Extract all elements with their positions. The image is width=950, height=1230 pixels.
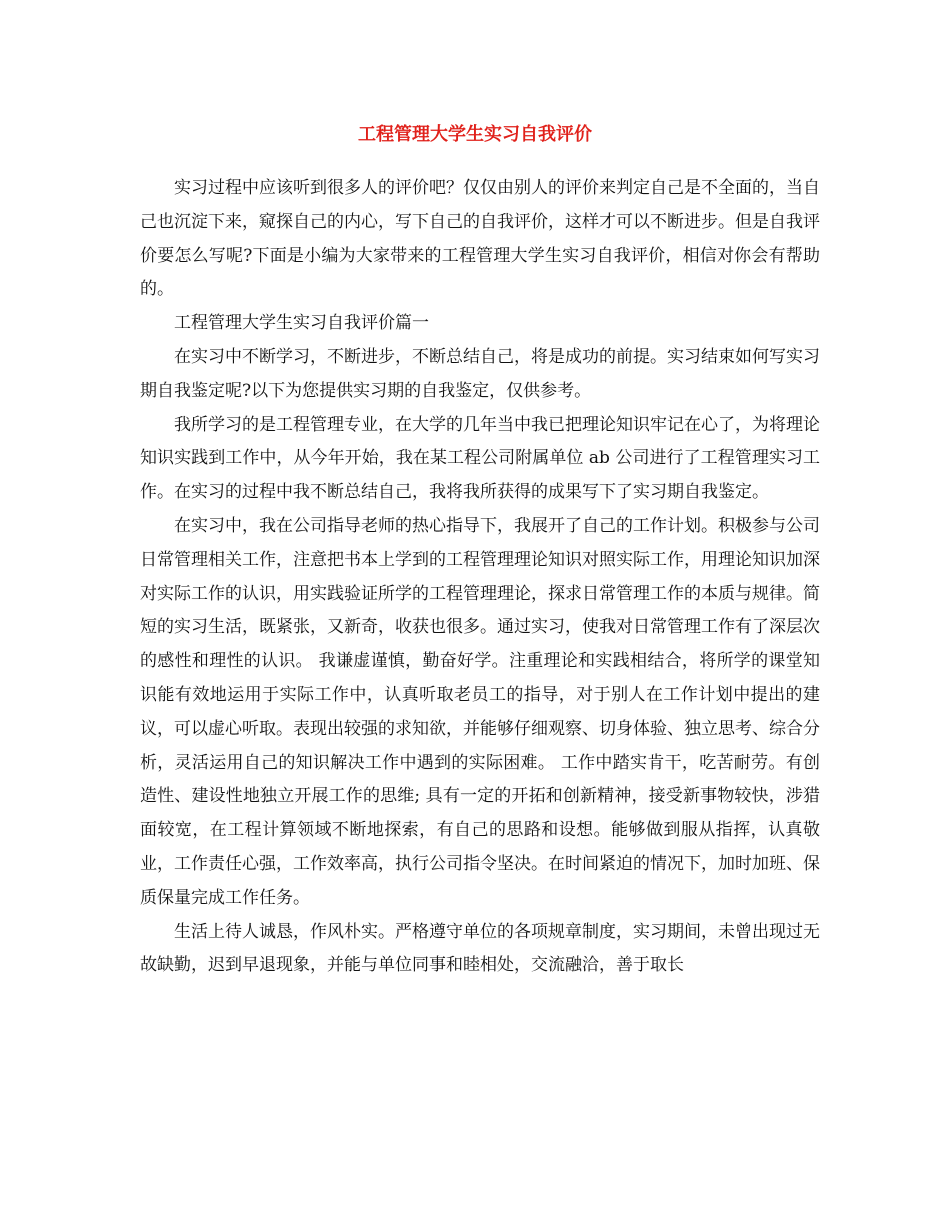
paragraph: 生活上待人诚恳，作风朴实。严格遵守单位的各项规章制度，实习期间，未曾出现过无故缺勤，迟到早退现象，并能与单位同事和睦相处，交流融洽，善于取长	[140, 921, 820, 976]
document-title: 工程管理大学生实习自我评价	[358, 124, 592, 145]
document-body	[140, 172, 820, 983]
paragraph: 我所学习的是工程管理专业，在大学的几年当中我已把理论知识牢记在心了，为将理论知识实践到工作中，从今年开始，我在某工程公司附属单位 ab 公司进行了工程管理实习工作。在实习的过程中我不断总结自己，我将我所获得的成果写下了实习期自我鉴定。	[140, 414, 820, 503]
section-heading: 工程管理大学生实习自我评价篇一	[174, 313, 429, 334]
paragraph-intro: 实习过程中应该听到很多人的评价吧？仅仅由别人的评价来判定自己是不全面的，当自己也沉淀下来，窥探自己的内心，写下自己的自我评价，这样才可以不断进步。但是自我评价要怎么写呢?下面是小编为大家带来的工程管理大学生实习自我评价，相信对你会有帮助的。	[140, 178, 820, 300]
paragraph: 在实习中，我在公司指导老师的热心指导下，我展开了自己的工作计划。积极参与公司日常管理相关工作，注意把书本上学到的工程管理理论知识对照实际工作，用理论知识加深对实际工作的认识，用实践验证所学的工程管理理论，探求日常管理工作的本质与规律。简短的实习生活，既紧张，又新奇，收获也很多。通过实习，使我对日常管理工作有了深层次的感性和理性的认识。 我谦虚谨慎，勤奋好学。注重理论和实践相结合，将所学的课堂知识能有效地运用于实际工作中，认真听取老员工的指导，对于别人在工作计划中提出的建议，可以虚心听取。表现出较强的求知欲，并能够仔细观察、切身体验、独立思考、综合分析，灵活运用自己的知识解决工作中遇到的实际困难。 工作中踏实肯干，吃苦耐劳。有创造性、建设性地独立开展工作的思维; 具有一定的开拓和创新精神，接受新事物较快，涉猎面较宽，在工程计算领域不断地探索，有自己的思路和设想。能够做到服从指挥，认真敬业，工作责任心强，工作效率高，执行公司指令坚决。在时间紧迫的情况下，加时加班、保质保量完成工作任务。	[140, 515, 820, 908]
paragraph: 在实习中不断学习，不断进步，不断总结自己，将是成功的前提。实习结束如何写实习期自我鉴定呢?以下为您提供实习期的自我鉴定，仅供参考。	[140, 346, 820, 401]
